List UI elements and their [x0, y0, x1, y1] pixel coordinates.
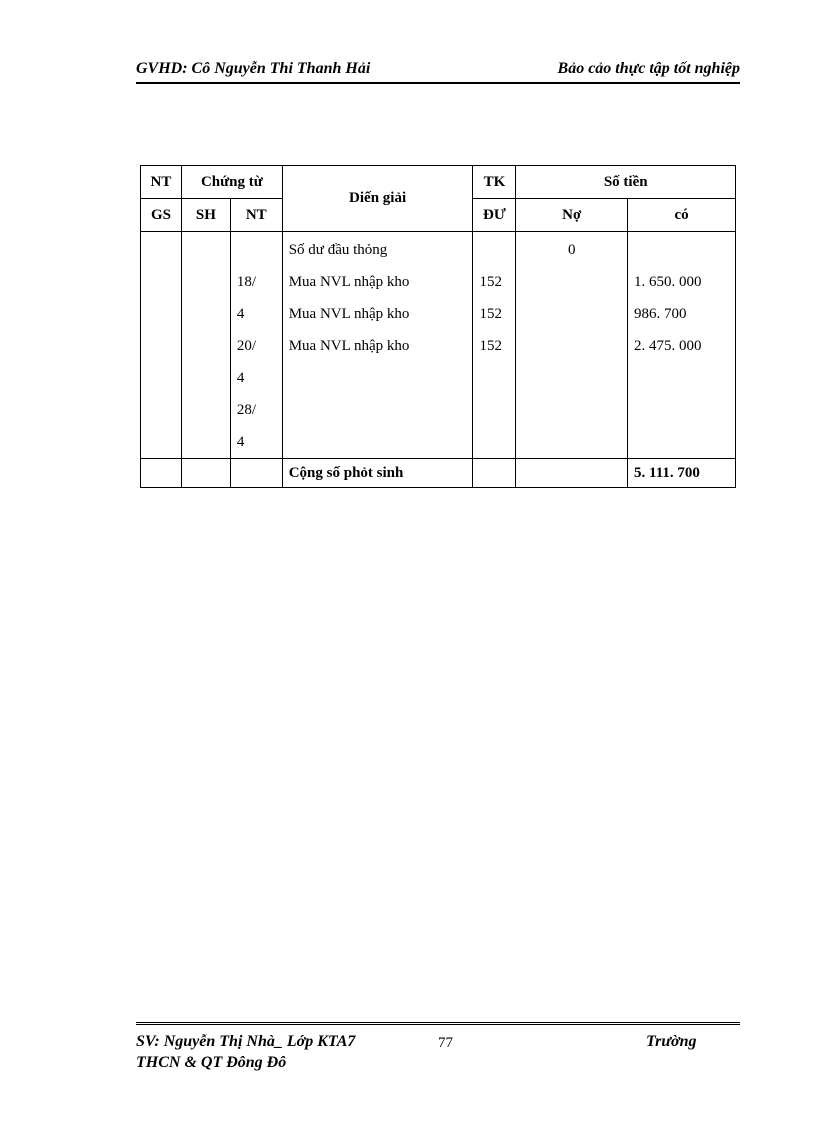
page-number: 77	[438, 1035, 453, 1051]
dien-giai-line: Mua NVL nhập kho	[288, 274, 410, 290]
nt-date-cell	[230, 232, 282, 459]
nt-line: 4	[236, 306, 245, 322]
header-no: Nợ	[516, 199, 628, 232]
page-header	[136, 58, 740, 84]
total-co: 5. 111. 700	[628, 459, 736, 488]
dien-giai-line: Số dư đầu thỏng	[288, 242, 388, 258]
footer-school: THCN & QT Đông Đô	[136, 1054, 287, 1071]
no-cell	[516, 232, 628, 459]
header-so-tien: Số tiền	[516, 166, 736, 199]
page-footer	[136, 1022, 740, 1073]
header-sh: SH	[181, 199, 230, 232]
header-nt: NT	[141, 166, 182, 199]
header-gs: GS	[141, 199, 182, 232]
table-body-row	[141, 232, 736, 459]
ledger-table	[140, 165, 736, 488]
co-line: 986. 700	[634, 306, 687, 322]
nt-line	[237, 234, 276, 266]
dien-giai-line: Mua NVL nhập kho	[288, 306, 410, 322]
header-tk: TK	[473, 166, 516, 199]
nt-line: 18/	[236, 274, 256, 290]
header-chung-tu: Chứng từ	[181, 166, 282, 199]
nt-gs-cell	[141, 232, 182, 459]
tk-line: 152	[479, 274, 502, 290]
header-co: có	[628, 199, 736, 232]
header-instructor: GVHD: Cô Nguyễn Thi Thanh Hải	[136, 60, 371, 77]
header-du: ĐƯ	[473, 199, 516, 232]
dien-giai-cell	[282, 232, 473, 459]
tk-line: 152	[479, 306, 502, 322]
co-cell	[628, 232, 736, 459]
nt-line: 20/	[236, 338, 256, 354]
no-line: 0	[567, 242, 576, 258]
nt-line: 28/	[236, 402, 256, 418]
total-row	[141, 459, 736, 488]
tk-line	[479, 234, 509, 266]
footer-truong: Trường	[646, 1033, 697, 1050]
total-label: Cộng số phỏt sinh	[282, 459, 473, 488]
co-line	[634, 234, 729, 266]
co-line: 2. 475. 000	[634, 338, 702, 354]
dien-giai-line: Mua NVL nhập kho	[288, 338, 410, 354]
nt-line: 4	[236, 434, 245, 450]
co-line: 1. 650. 000	[634, 274, 702, 290]
tk-du-cell	[473, 232, 516, 459]
header-dien-giai: Diến giải	[282, 166, 473, 232]
tk-line: 152	[479, 338, 502, 354]
header-nt-date: NT	[230, 199, 282, 232]
header-report-title: Bảo cảo thực tập tốt nghiệp	[557, 60, 740, 77]
nt-line: 4	[236, 370, 245, 386]
sh-cell	[181, 232, 230, 459]
footer-student: SV: Nguyễn Thị Nhà_ Lớp KTA7	[136, 1033, 356, 1050]
